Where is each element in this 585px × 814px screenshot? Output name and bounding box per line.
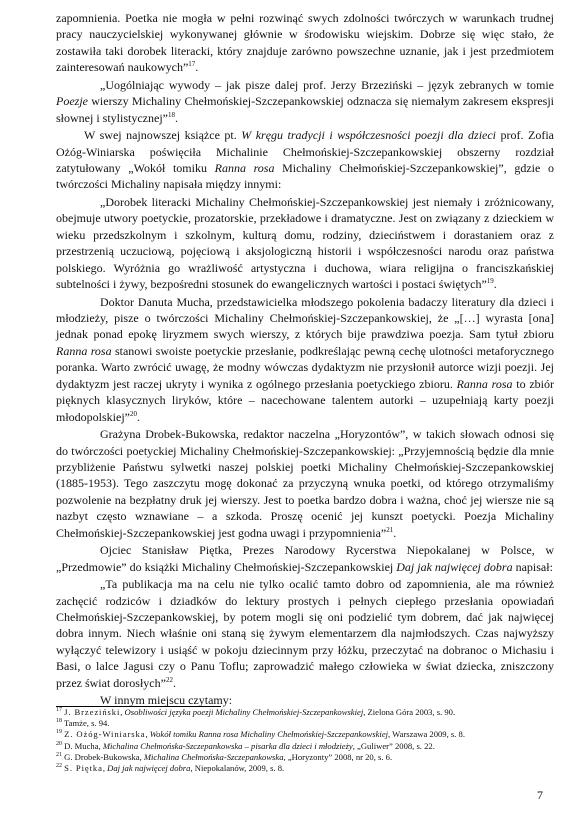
paragraph-text: wierszy Michaliny Chełmońskiej-Szczepankowskiej odznacza się niemałym zakresem ekspresji słownej i stylistycznej” [56, 94, 554, 125]
paragraph-text: „Dorobek literacki Michaliny Chełmońskiej-Szczepankowskiej jest niemały i zróżnicowany, obejmuje utwory poetyckie, prozatorskie, przekładowe i dramatyczne. Jest on związany z dzieckiem w wieku przedszkolnym i szkolnym, kulturą domu, rodziny, dzieciństwem i dorastaniem oraz z przestrzenią uczuciową, pojęciową i aksjologiczną historii i współczesności narodu oraz państwa polskiego. Wyróżnia go wrażliwość artystyczna i duchowa, wiara religijna o franciszkańskiej subtelności i żywy, bezpośredni stosunek do ewangelicznych wartości i postaci świętych” [56, 195, 554, 292]
paragraph-text: stanowi swoiste poetyckie przesłanie, podkreślając pewną cechę ulotności metaforycznego poranka. Warto zwrócić uwagę, że modny wówczas dydaktyzm nie przysłonił autorce wizji poezji. Jej dydaktyzm jest raczej ukryty i wynika z ogólnego przesłania poetyckiego zbioru. [56, 343, 554, 391]
footnote-title: Osobliwości języka poezji Michaliny Chełmońskiej-Szczepankowskiej [124, 707, 364, 717]
book-title: Ranna rosa [456, 376, 513, 391]
body-text [56, 10, 554, 710]
footnote-22: $^{22}$ S. Piętka, Daj jak najwięcej dobra, Niepokalanów, 2009, s. 8. [56, 763, 285, 774]
footnote-rest: Tamże, s. 94. [64, 718, 110, 729]
paragraph-text: . [137, 409, 140, 424]
paragraph-text: . [393, 525, 397, 540]
footnote-19: $^{19}$ Z. Ożóg-Winiarska, Wokół tomiku Ranna rosa Michaliny Chełmońskiej-Szczepankowskiej, Warszawa 2009, s. 8. [56, 729, 465, 740]
paragraph-text: . [493, 277, 497, 292]
book-title: W kręgu tradycji i współczesności poezji dla dzieci [241, 128, 497, 143]
book-title: Poezje [56, 94, 88, 109]
paragraph-text: Grażyna Drobek-Bukowska, redaktor naczelna „Horyzontów”, w takich słowach odnosi się do twórczości poetyckiej Michaliny Chełmońskiej-Szczepankowskiej: „Przyjemnością będzie dla mnie przybliżenie Państwu sylwetki naszej polskiej poetki Michaliny Chełmońskiej-Szczepankowskiej (1885-1953). Tego zaszczytu mogę dokonać za przyczyną wnuka poetki, od którego otrzymaliśmy pozwolenie na bezpłatny druk jej wierszy. Jest to poetka bardzo dobra i ważna, choć jej wiersze nie są nazbyt często wznawiane – a szkoda. Proszę ocenić jej kunszt poetycki. Poezja Michaliny Chełmońskiej-Szczepankowskiej jest godna uwagi i przypomnienia” [56, 427, 554, 540]
footnote-17: $^{17}$ J. Brzeziński, Osobliwości języka poezji Michaliny Chełmońskiej-Szczepankowskiej, Zielona Góra 2003, s. 90. [56, 707, 456, 717]
paragraph-3 [56, 127, 554, 193]
footnote-20: $^{20}$ D. Mucha, Michalina Chełmońska-Szczepankowska – pisarka dla dzieci i młodzieży, „Guliwer” 2008, s. 22. [56, 740, 435, 751]
footnote-ref-18[interactable]: 18 [167, 110, 175, 119]
paragraph-text: Ojciec Stanisław Piętka, Prezes Narodowy Rycerstwa Niepokalanej w Polsce, w „Przedmowie” do książki Michaliny Chełmońskiej-Szczepankowskiej [56, 543, 554, 574]
footnote-ref-22[interactable]: 22 [165, 675, 173, 684]
footnote-number: 20 [56, 740, 62, 747]
footnote-author: S. Piętka [64, 763, 103, 774]
footnote-ref-20[interactable]: 20 [130, 409, 137, 418]
paragraph-8-quote [56, 576, 554, 691]
paragraph-text: napisał: [512, 559, 553, 574]
footnote-author: G. Drobek-Bukowska [64, 751, 140, 762]
paragraph-text: Michaliny Chełmońskiej-Szczepankowskiej”, gdzie o twórczości Michaliny napisała między innymi: [56, 161, 554, 192]
page-number: 7 [537, 788, 543, 802]
book-title: Ranna rosa [214, 161, 275, 176]
footnote-rest: , Zielona Góra 2003, s. 90. [363, 707, 456, 717]
paragraph-5 [56, 294, 554, 425]
paragraph-text: zapomnienia. Poetka nie mogła w pełni rozwinąć swych zdolności twórczych w warunkach trudnej pracy nauczycielskiej wykonywanej głównie w środowisku wiejskim. Dobrze się więc stało, że zostawiła taki dorobek literacki, który znajduje zarówno powszechne uznanie, jak i jest przedmiotem zainteresowań naukowych” [56, 11, 554, 75]
footnote-number: 17 [56, 707, 62, 713]
paragraph-text: prof. Zofia Ożóg-Winiarska poświęciła Michalinie Chełmońskiej-Szczepankowskiej obszerny rozdział zatytułowany „Wokół tomiku [56, 128, 555, 176]
book-title: Ranna rosa [56, 343, 112, 358]
paragraph-6 [56, 426, 554, 541]
paragraph-text: . [172, 675, 176, 690]
footnote-author: J. Brzeziński [64, 707, 121, 717]
paragraph-text: „Ta publikacja ma na celu nie tylko ocalić tamto dobro od zapomnienia, ale ma również zachęcić rodziców i dziadków do lektury prostych i pełnych ciepłego przesłania opowiadań Chełmońskiej-Szczepankowskiej, by potem mogli się oni podzielić tym dobrem, dać jak najwięcej dobra innym. Niech właśnie oni staną się żywym elementarzem dla najmłodszych. Czas najwyższy wyłączyć telewizory i usiąść w pokoju dziecinnym przy łóżku, przeczytać na dobranoc o Michasiu i Basi, o lalce Jagusi czy o Panu Toflu; zaprowadzić małego człowieka w świat dziecka, zniszczony przez świat dorosłych” [56, 577, 554, 690]
paragraph-7 [56, 542, 554, 575]
paragraph-text: . [195, 60, 199, 75]
paragraph-2 [56, 77, 554, 126]
footnote-number: 22 [56, 763, 62, 770]
paragraph-1 [56, 10, 554, 76]
footnote-rest: , „Guliwer” 2008, s. 22. [352, 740, 435, 751]
footnote-author: D. Mucha [64, 740, 99, 751]
footnote-ref-17[interactable]: 17 [188, 60, 196, 69]
book-title: Daj jak najwięcej dobra [396, 559, 513, 574]
footnote-title: Wokół tomiku Ranna rosa Michaliny Chełmońskiej-Szczepankowskiej [149, 729, 389, 740]
paragraph-text: „Uogólniając wywody – jak pisze dalej prof. Jerzy Brzeziński – język zebranych w tomie [100, 77, 554, 92]
footnote-18 [56, 718, 554, 729]
paragraph-text: to zbiór pięknych klasycznych liryków, które – nacechowane talentem autorki – uzupełniają karty poezji młodopolskiej” [56, 376, 554, 424]
paragraph-text: W swej najnowszej książce pt. [84, 128, 242, 143]
footnote-number: 18 [56, 718, 62, 725]
footnote-rest: , Warszawa 2009, s. 8. [388, 729, 465, 740]
footnote-ref-19[interactable]: 19 [486, 277, 494, 286]
footnote-title: Daj jak najwięcej dobra [107, 763, 191, 774]
footnote-ref-21[interactable]: 21 [386, 525, 394, 534]
footnote-number: 19 [56, 729, 62, 736]
footnote-title: Michalina Chełmońska-Szczepankowska [143, 751, 284, 762]
footnote-21: $^{21}$ G. Drobek-Bukowska, Michalina Chełmońska-Szczepankowska, „Horyzonty” 2008, nr 20, s. 6. [56, 751, 393, 762]
paragraph-text: W innym miejscu czytamy: [100, 693, 233, 708]
footnote-author: Z. Ożóg-Winiarska [64, 729, 146, 740]
footnote-rest: , Niepokalanów, 2009, s. 8. [190, 763, 285, 774]
paragraph-text: . [174, 110, 178, 125]
footnote-title: Michalina Chełmońska-Szczepankowska – pisarka dla dzieci i młodzieży [102, 740, 353, 751]
paragraph-text: Doktor Danuta Mucha, przedstawicielka młodszego pokolenia badaczy literatury dla dzieci i młodzieży, pisze o twórczości Michaliny Chełmońskiej-Szczepankowskiej, że „[…] wyrasta [ona] jednak ponad epokę liryzmem swych wierszy, z których bije prawdziwa poezja. Sam tytuł zbioru [56, 294, 554, 342]
footnotes [56, 707, 554, 774]
footnote-rest: , „Horyzonty” 2008, nr 20, s. 6. [283, 751, 393, 762]
footnote-number: 21 [56, 751, 62, 758]
paragraph-4-quote [56, 194, 554, 292]
